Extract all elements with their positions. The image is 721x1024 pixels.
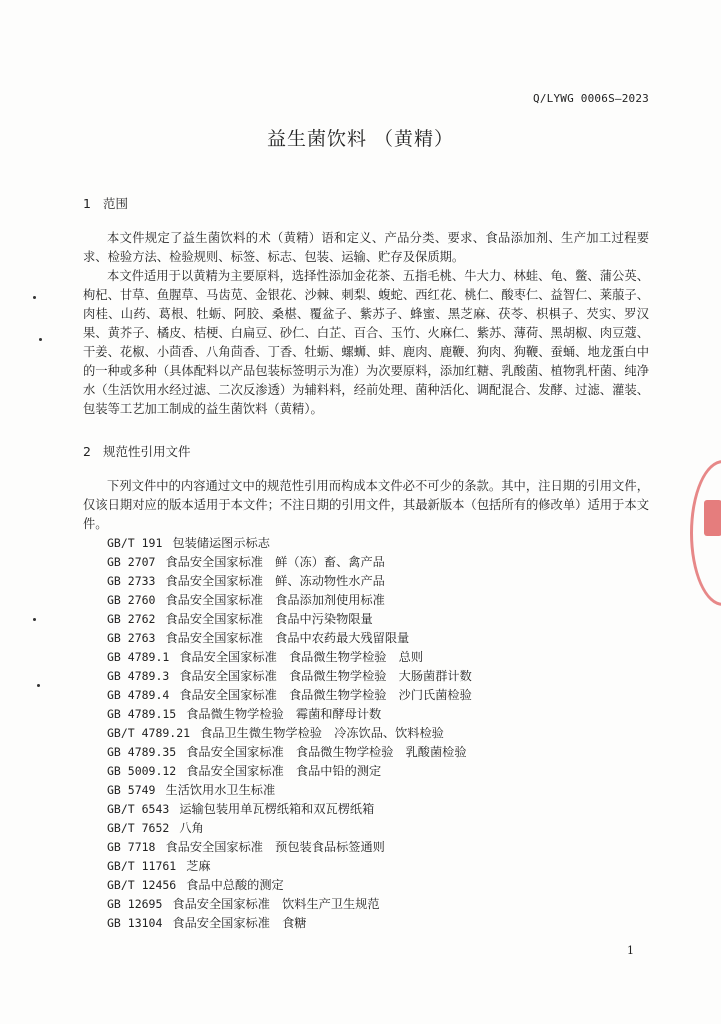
reference-title: 食品中总酸的测定 <box>186 878 284 892</box>
reference-code: GB 2760 <box>107 593 156 607</box>
section-title: 规范性引用文件 <box>103 444 191 459</box>
reference-item <box>107 667 472 686</box>
reference-title: 食品安全国家标准 食品添加剂使用标准 <box>165 593 385 607</box>
reference-item <box>107 648 472 667</box>
reference-item <box>107 876 472 895</box>
reference-title: 食品卫生微生物学检验 冷冻饮品、饮料检验 <box>200 726 444 740</box>
scan-speck <box>33 618 36 621</box>
page-number: 1 <box>627 944 634 957</box>
reference-item <box>107 762 472 781</box>
reference-code: GB/T 12456 <box>107 878 177 892</box>
reference-title: 包装储运图示标志 <box>172 536 270 550</box>
reference-code: GB 4789.1 <box>107 650 170 664</box>
reference-code: GB 4789.35 <box>107 745 177 759</box>
scope-paragraph-1: 本文件规定了益生菌饮料的术（黄精）语和定义、产品分类、要求、食品添加剂、生产加工过程要求、检验方法、检验规则、标签、标志、包装、运输、贮存及保质期。 <box>83 231 649 264</box>
reference-title: 八角 <box>179 821 204 835</box>
reference-title: 食品安全国家标准 食品中污染物限量 <box>165 612 373 626</box>
reference-item <box>107 800 472 819</box>
reference-title: 食品安全国家标准 食品微生物学检验 大肠菌群计数 <box>179 669 472 683</box>
reference-title: 食品安全国家标准 食品中农药最大残留限量 <box>165 631 410 645</box>
reference-item <box>107 724 472 743</box>
document-title: 益生菌饮料 （黄精） <box>266 128 455 150</box>
section-title: 范围 <box>103 196 129 211</box>
reference-code: GB 5749 <box>107 783 156 797</box>
reference-item <box>107 781 472 800</box>
red-seal-mark <box>704 500 721 536</box>
reference-title: 食品安全国家标准 饮料生产卫生规范 <box>172 897 380 911</box>
reference-item <box>107 629 472 648</box>
reference-title: 食品安全国家标准 鲜（冻）畜、禽产品 <box>165 555 385 569</box>
reference-title: 食品安全国家标准 食品微生物学检验 总则 <box>179 650 424 664</box>
reference-code: GB 12695 <box>107 897 163 911</box>
reference-code: GB 2707 <box>107 555 156 569</box>
reference-item <box>107 553 472 572</box>
reference-title: 食品安全国家标准 鲜、冻动物性水产品 <box>165 574 385 588</box>
reference-title: 食品安全国家标准 食品中铅的测定 <box>186 764 382 778</box>
reference-item <box>107 838 472 857</box>
scan-speck <box>39 338 42 341</box>
reference-item <box>107 819 472 838</box>
reference-code: GB 2762 <box>107 612 156 626</box>
reference-title: 食品安全国家标准 食品微生物学检验 沙门氏菌检验 <box>179 688 472 702</box>
reference-title: 运输包装用单瓦楞纸箱和双瓦楞纸箱 <box>179 802 375 816</box>
reference-code: GB/T 6543 <box>107 802 170 816</box>
reference-code: GB 4789.3 <box>107 669 170 683</box>
reference-item <box>107 591 472 610</box>
reference-item <box>107 895 472 914</box>
references-intro: 下列文件中的内容通过文中的规范性引用而构成本文件必不可少的条款。其中，注日期的引用文件，仅该日期对应的版本适用于本文件；不注日期的引用文件，其最新版本（包括所有的修改单）适用于本文件。 <box>83 479 649 531</box>
reference-code: GB/T 11761 <box>107 859 177 873</box>
scan-speck <box>33 296 36 299</box>
section-number: 1 <box>83 196 91 211</box>
reference-code: GB 4789.4 <box>107 688 170 702</box>
reference-list <box>107 534 472 933</box>
reference-item <box>107 534 472 553</box>
reference-item <box>107 743 472 762</box>
section-number: 2 <box>83 444 91 459</box>
reference-item <box>107 610 472 629</box>
reference-code: GB/T 7652 <box>107 821 170 835</box>
reference-code: GB 5009.12 <box>107 764 177 778</box>
reference-code: GB 13104 <box>107 916 163 930</box>
reference-code: GB 2733 <box>107 574 156 588</box>
reference-code: GB 7718 <box>107 840 156 854</box>
document-code: Q/LYWG 0006S—2023 <box>533 92 649 105</box>
reference-item <box>107 857 472 876</box>
section-heading-scope <box>83 194 128 212</box>
reference-item <box>107 914 472 933</box>
reference-title: 食品安全国家标准 食糖 <box>172 916 307 930</box>
reference-item <box>107 705 472 724</box>
reference-title: 食品安全国家标准 预包装食品标签通则 <box>165 840 385 854</box>
reference-title: 生活饮用水卫生标准 <box>165 783 276 797</box>
reference-code: GB 4789.15 <box>107 707 177 721</box>
reference-title: 芝麻 <box>186 859 211 873</box>
reference-title: 食品微生物学检验 霉菌和酵母计数 <box>186 707 382 721</box>
section-heading-normative-references <box>83 442 191 460</box>
reference-item <box>107 686 472 705</box>
reference-title: 食品安全国家标准 食品微生物学检验 乳酸菌检验 <box>186 745 467 759</box>
scan-speck <box>37 684 40 687</box>
reference-code: GB 2763 <box>107 631 156 645</box>
scope-paragraph-2: 本文件适用于以黄精为主要原料，选择性添加金花茶、五指毛桃、牛大力、林蛙、龟、鳖、蒲公英、枸杞、甘草、鱼腥草、马齿苋、金银花、沙棘、刺梨、蝮蛇、西红花、桃仁、酸枣仁、益智仁、莱菔子、肉桂、山药、葛根、牡蛎、阿胶、桑椹、覆盆子、紫苏子、蜂蜜、黑芝麻、茯苓、枳椇子、芡实、罗汉果、黄芥子、橘皮、桔梗、白扁豆、砂仁、白芷、百合、玉竹、火麻仁、紫苏、薄荷、黑胡椒、肉豆蔻、干姜、花椒、小茴香、八角茴香、丁香、牡蛎、螺蛳、蚌、鹿肉、鹿鞭、狗肉、狗鞭、蚕蛹、地龙蛋白中的一种或多种（具体配料以产品包装标签明示为准）为次要原料，添加红糖、乳酸菌、植物乳杆菌、纯净水（生活饮用水经过滤、二次反渗透）为辅料料，经前处理、菌种活化、调配混合、发酵、过滤、灌装、包装等工艺加工制成的益生菌饮料（黄精）。 <box>83 269 649 416</box>
reference-code: GB/T 4789.21 <box>107 726 191 740</box>
reference-item <box>107 572 472 591</box>
reference-code: GB/T 191 <box>107 536 163 550</box>
